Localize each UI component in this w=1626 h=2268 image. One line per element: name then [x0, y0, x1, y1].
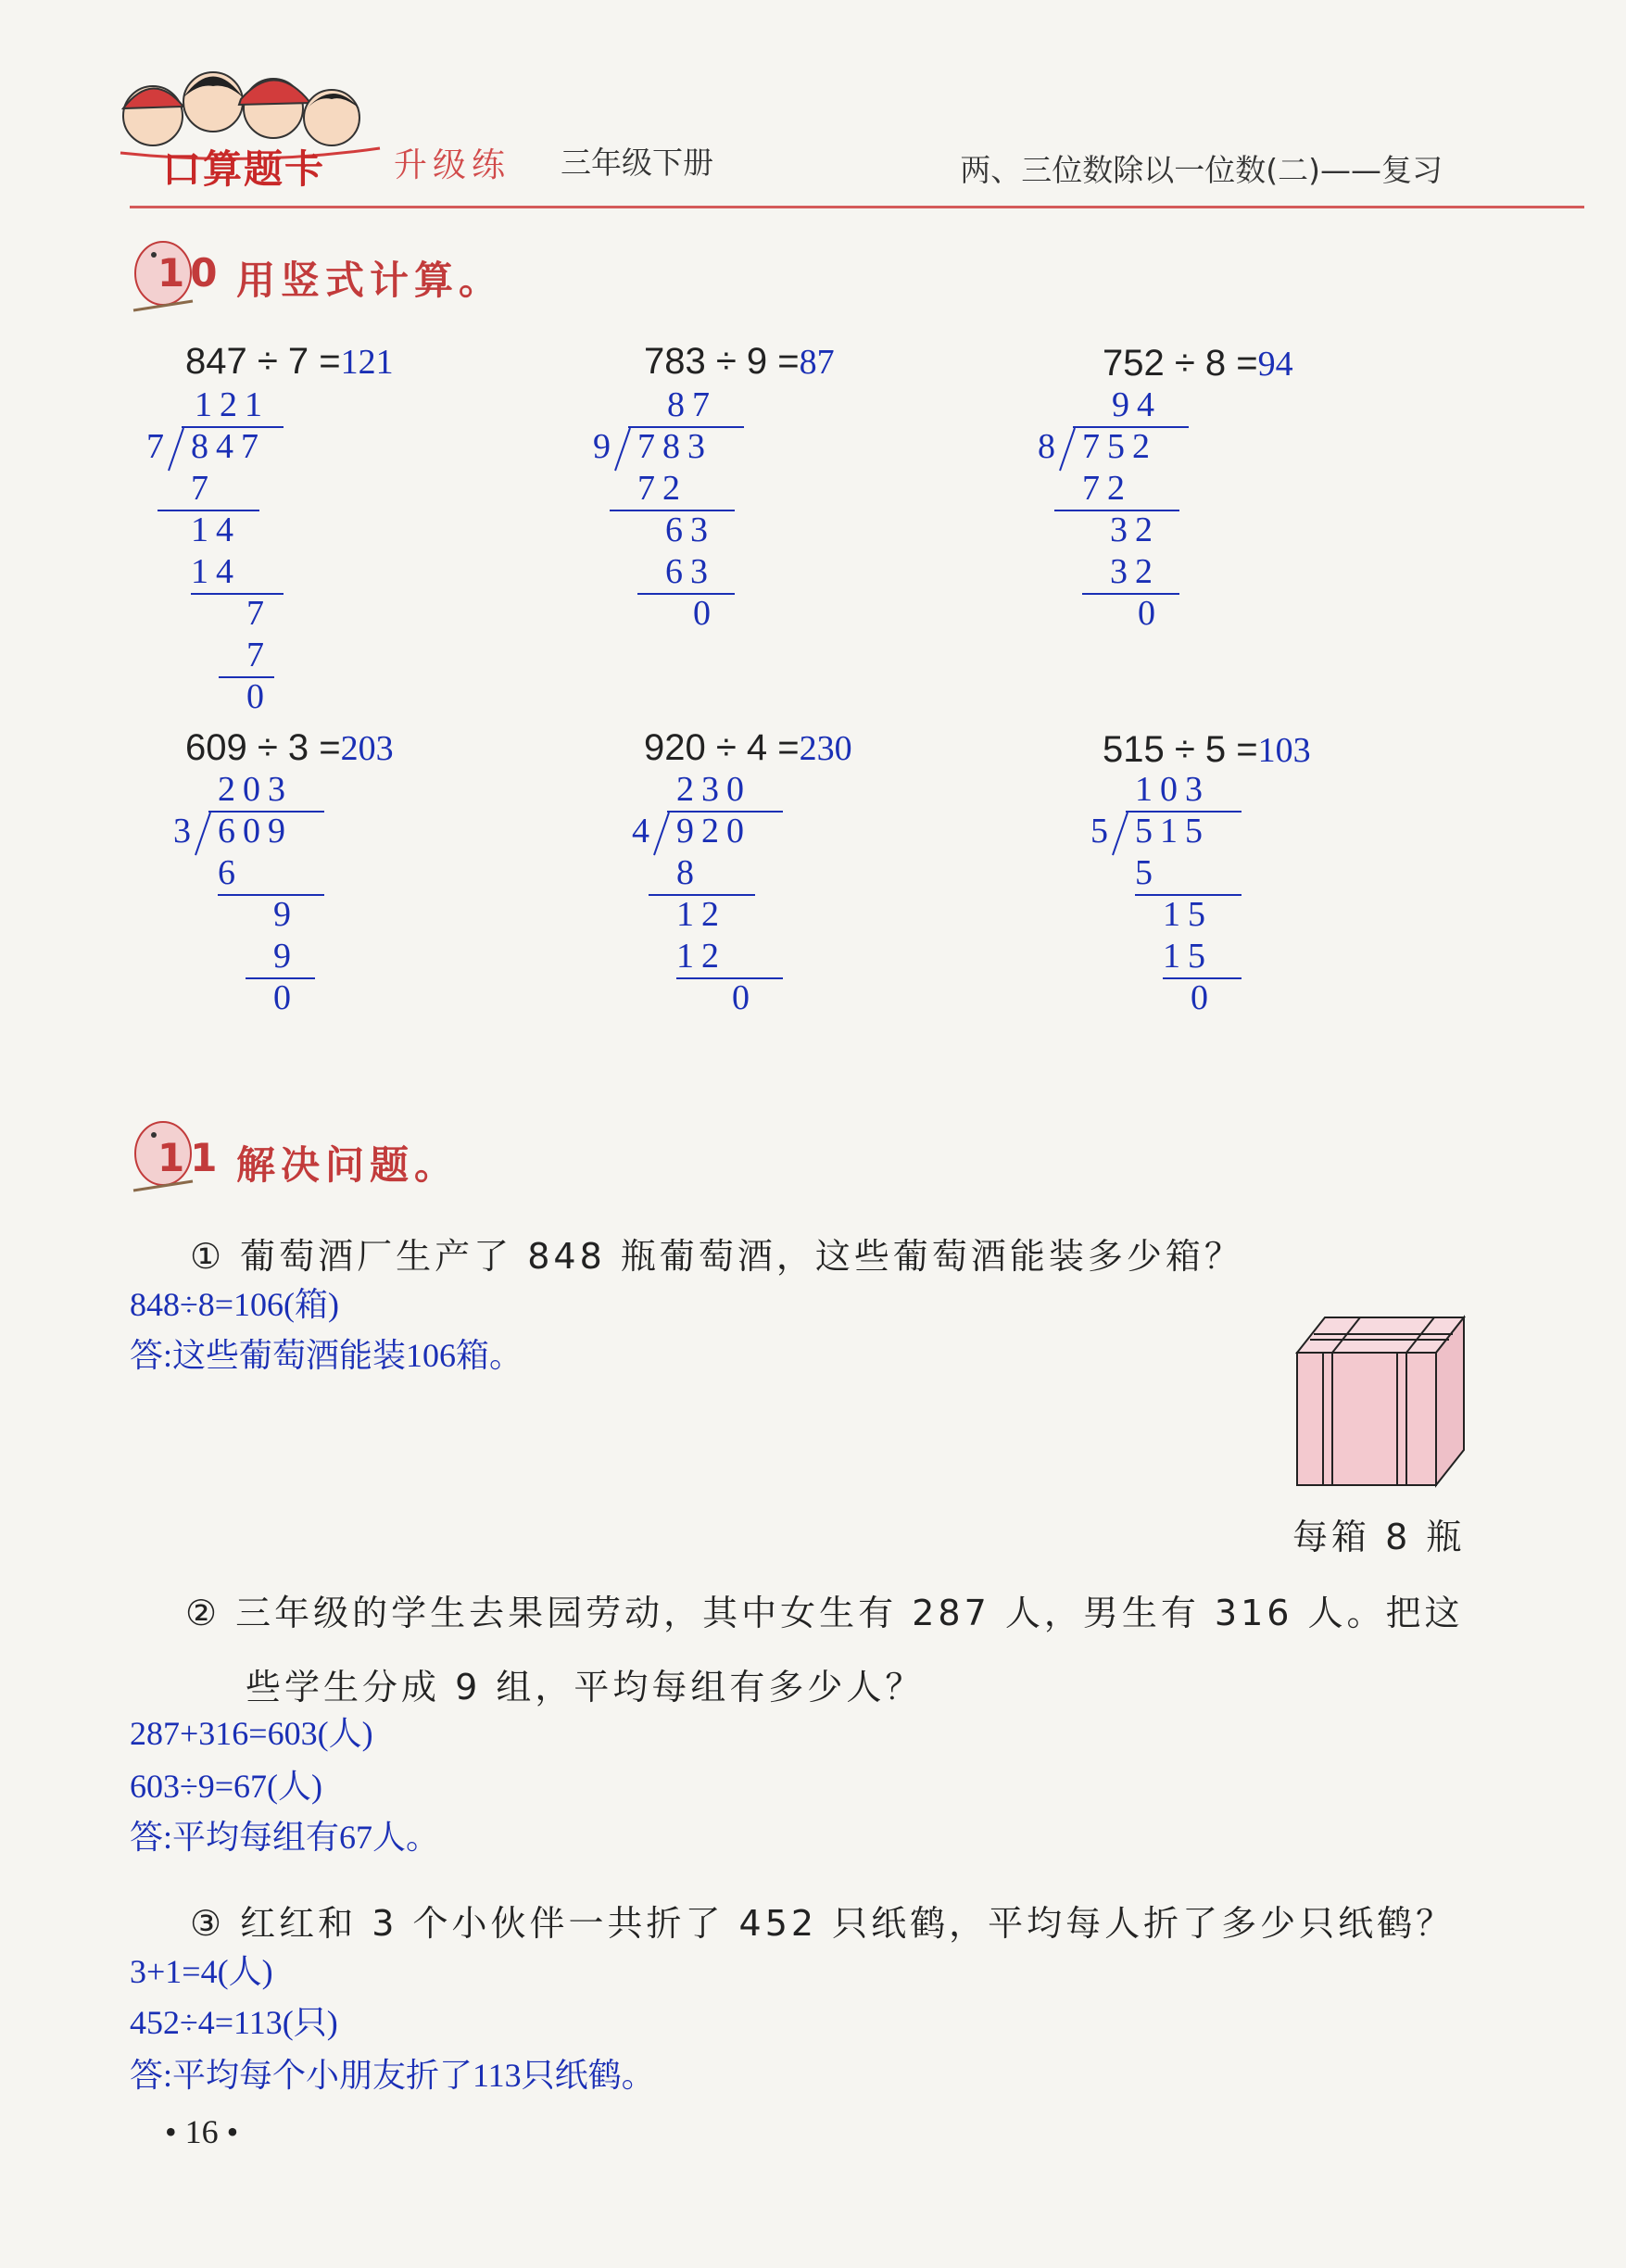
ld1-divisor: 7 [146, 427, 171, 466]
equation-2-expr: 783 ÷ 9 = [644, 341, 800, 382]
ld1-dividend: 847 [191, 427, 266, 466]
ld5-dividend: 920 [676, 812, 751, 850]
ld5-step-2: 12 [676, 895, 726, 934]
section-10-title: 用竖式计算。 [236, 258, 504, 303]
long-division-5 [630, 769, 815, 1019]
ld5-rule-2 [676, 977, 783, 979]
ld5-divisor: 4 [632, 812, 657, 850]
equation-5 [644, 727, 852, 769]
ld5-step-4: 0 [732, 978, 757, 1017]
equation-1 [185, 341, 394, 383]
long-division-2 [593, 384, 778, 635]
box-caption: 每箱 8 瓶 [1292, 1517, 1466, 1557]
ld6-step-4: 0 [1191, 978, 1216, 1017]
ld5-bracket [652, 811, 671, 857]
logo-text: 口算题卡 [162, 146, 326, 192]
ld4-bracket [194, 811, 212, 857]
q2-solution-line-3: 答:平均每组有67人。 [130, 1819, 440, 1856]
series-label: 升级练 [394, 146, 511, 184]
equation-2-answer: 87 [799, 343, 835, 382]
ld3-step-2: 32 [1110, 510, 1160, 549]
ld1-step-3: 14 [191, 552, 241, 591]
q1-solution-line-1: 848÷8=106(箱) [130, 1286, 340, 1323]
ld2-step-1: 72 [637, 469, 687, 508]
page-number: • 16 • [165, 2113, 239, 2150]
ld2-divisor: 9 [593, 427, 618, 466]
equation-6-answer: 103 [1257, 731, 1311, 770]
ld1-step-1: 7 [191, 469, 216, 508]
equation-6-expr: 515 ÷ 5 = [1103, 729, 1258, 770]
ld1-bracket [167, 426, 185, 472]
equation-3-expr: 752 ÷ 8 = [1103, 343, 1258, 384]
equation-1-expr: 847 ÷ 7 = [185, 341, 341, 382]
ld5-step-3: 12 [676, 937, 726, 976]
ld4-step-2: 9 [273, 895, 298, 934]
ld1-quotient: 121 [195, 385, 270, 424]
equation-5-expr: 920 ÷ 4 = [644, 727, 800, 768]
ld3-step-3: 32 [1110, 552, 1160, 591]
wine-box-illustration [1288, 1306, 1473, 1492]
equation-5-answer: 230 [799, 729, 852, 768]
long-division-4 [171, 769, 357, 1019]
ld6-step-1: 5 [1135, 853, 1160, 892]
ld4-quotient: 203 [218, 770, 293, 809]
ld3-rule-2 [1082, 593, 1179, 595]
ld2-step-2: 63 [665, 510, 715, 549]
section-10-number: 10 [158, 250, 223, 296]
ld5-step-1: 8 [676, 853, 701, 892]
equation-4-expr: 609 ÷ 3 = [185, 727, 341, 768]
ld3-bracket [1058, 426, 1077, 472]
ld4-divisor: 3 [173, 812, 198, 850]
equation-1-answer: 121 [340, 343, 394, 382]
section-11-number: 11 [158, 1135, 223, 1180]
q3-solution-line-2: 452÷4=113(只) [130, 2004, 338, 2041]
ld4-rule-1 [218, 894, 324, 896]
ld6-dividend: 515 [1135, 812, 1210, 850]
section-11-title: 解决问题。 [236, 1142, 460, 1188]
ld6-quotient: 103 [1135, 770, 1210, 809]
ld2-step-4: 0 [693, 594, 718, 633]
ld3-step-4: 0 [1138, 594, 1163, 633]
ld1-step-4: 7 [246, 594, 271, 633]
ld2-rule-2 [637, 593, 735, 595]
header-divider [130, 206, 1584, 208]
ld2-step-3: 63 [665, 552, 715, 591]
ld4-step-3: 9 [273, 937, 298, 976]
q3-solution-line-1: 3+1=4(人) [130, 1953, 273, 1990]
grade-label: 三年级下册 [561, 145, 713, 181]
ld1-step-6: 0 [246, 677, 271, 716]
equation-4-answer: 203 [340, 729, 394, 768]
ld3-dividend: 752 [1082, 427, 1157, 466]
ld6-step-2: 15 [1163, 895, 1213, 934]
ld4-step-4: 0 [273, 978, 298, 1017]
q1-solution-line-2: 答:这些葡萄酒能装106箱。 [130, 1337, 523, 1374]
ld1-step-2: 14 [191, 510, 241, 549]
ld6-step-3: 15 [1163, 937, 1213, 976]
long-division-1 [139, 384, 324, 718]
chapter-title: 两、三位数除以一位数(二)——复习 [960, 152, 1443, 188]
equation-2 [644, 341, 835, 383]
ld4-step-1: 6 [218, 853, 243, 892]
q3-solution-line-3: 答:平均每个小朋友折了113只纸鹤。 [130, 2057, 655, 2094]
ld3-divisor: 8 [1038, 427, 1063, 466]
ld3-quotient: 94 [1112, 385, 1162, 424]
q2-solution-line-1: 287+316=603(人) [130, 1715, 373, 1752]
ld3-step-1: 72 [1082, 469, 1132, 508]
question-2-text-line-1: ② 三年级的学生去果园劳动，其中女生有 287 人，男生有 316 人。把这 [185, 1593, 1464, 1633]
ld2-dividend: 783 [637, 427, 712, 466]
equation-3-answer: 94 [1257, 345, 1293, 384]
long-division-3 [1038, 384, 1223, 635]
ld2-bracket [613, 426, 632, 472]
equation-6 [1103, 729, 1311, 771]
ld4-dividend: 609 [218, 812, 293, 850]
ld6-bracket [1111, 811, 1129, 857]
equation-3 [1103, 343, 1293, 384]
ld2-quotient: 87 [667, 385, 717, 424]
ld6-divisor: 5 [1090, 812, 1116, 850]
ld5-quotient: 230 [676, 770, 751, 809]
question-1-text: ① 葡萄酒厂生产了 848 瓶葡萄酒，这些葡萄酒能装多少箱？ [190, 1236, 1243, 1277]
q2-solution-line-2: 603÷9=67(人) [130, 1768, 323, 1805]
question-3-text: ③ 红红和 3 个小伙伴一共折了 452 只纸鹤，平均每人折了多少只纸鹤？ [190, 1903, 1456, 1944]
long-division-6 [1089, 769, 1274, 1019]
equation-4 [185, 727, 394, 769]
question-2-text-line-2: 些学生分成 9 组，平均每组有多少人？ [246, 1667, 925, 1707]
ld1-step-5: 7 [246, 636, 271, 674]
